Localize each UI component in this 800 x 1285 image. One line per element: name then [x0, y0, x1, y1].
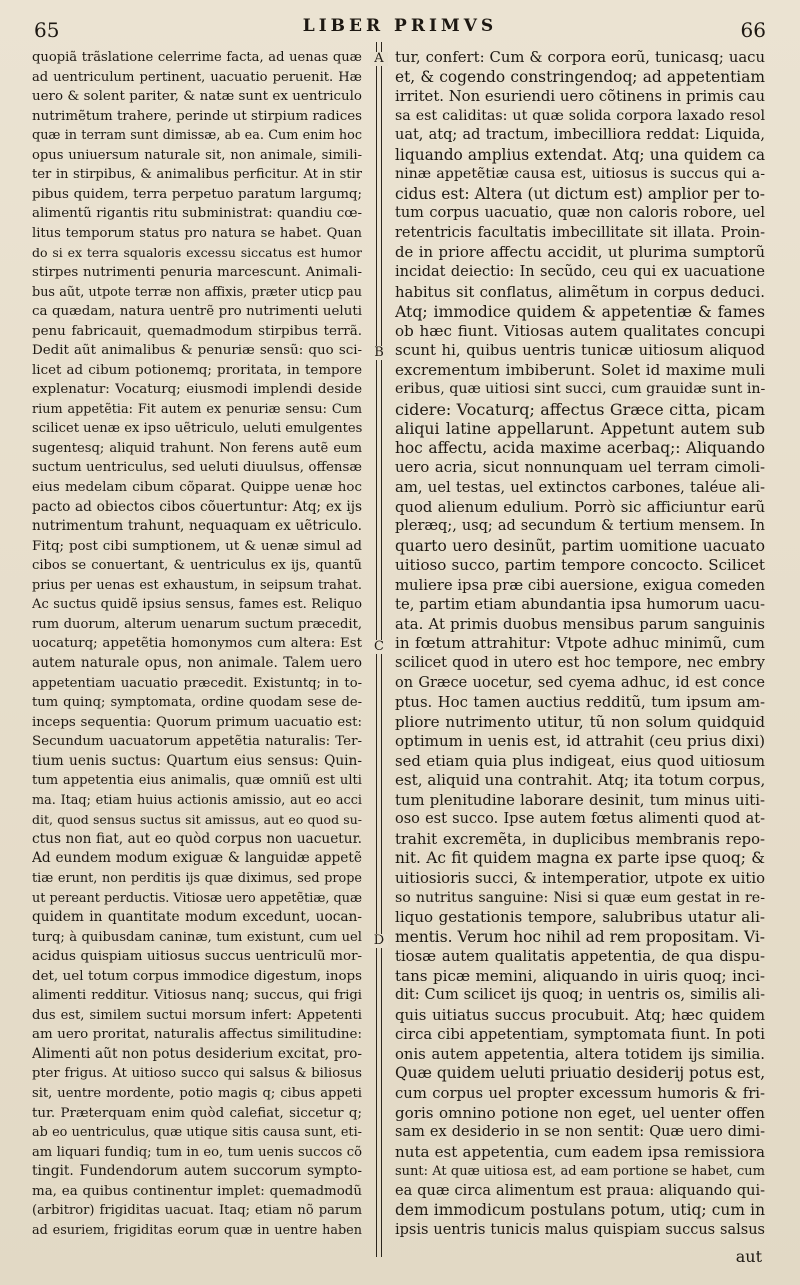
text-line: scilicet quod in utero est hoc tempore, nec embry — [395, 654, 765, 671]
text-line: dit: Cum scilicet ijs quoq; in uentris os, similis ali- — [395, 987, 765, 1004]
margin-marker-c: C — [370, 640, 388, 654]
text-line: de in priore affectu accidit, ut plurima sumptorũ — [395, 244, 765, 262]
text-line: eribus, quæ uitiosi sint succi, cum grauidæ sunt in- — [395, 381, 765, 398]
text-line: inceps sequentia: Quorum primum uacuatio est: — [32, 714, 362, 730]
text-line: onis autem appetentia, altera totidem ijs similia. — [395, 1045, 765, 1063]
text-line: tum appetentia eius animalis, quæ omniũ est ulti — [32, 773, 362, 789]
text-line: rium appetẽtia: Fit autem ex penuriæ sensu: Cum — [32, 401, 362, 417]
text-line: sit, uentre mordente, potio magis q; cibus appeti — [32, 1085, 362, 1101]
text-line: pliore nutrimento utitur, tũ non solum quidquid — [395, 712, 765, 731]
text-line: nutrimẽtum trahere, perinde ut stirpium radices — [32, 108, 362, 124]
margin-marker-d: D — [370, 934, 388, 948]
text-line: pacto ad obiectos cibos cõuertuntur: Atq; ex ijs — [32, 498, 362, 515]
text-line: Dedit aũt animalibus & penuriæ sensũ: quo sci- — [32, 343, 362, 359]
text-line: tum plenitudine laborare desinit, tum minus uiti- — [395, 791, 765, 809]
text-line: ad esuriem, frigiditas eorum quæ in uentre haben — [32, 1222, 362, 1238]
text-line: te, partim etiam abundantia ipsa humorum uacu- — [395, 596, 765, 614]
text-line: autem naturale opus, non animale. Talem uero — [32, 654, 362, 671]
text-line: ma. Itaq; etiam huius actionis amissio, aut eo acci — [32, 792, 362, 808]
text-line: cibos se conuertant, & uentriculus ex ijs, quantũ — [32, 558, 362, 574]
text-line: sed etiam quia plus indigeat, eius quod uitiosum — [395, 752, 765, 770]
text-line: ca quædam, natura uentrẽ pro nutrimenti ueluti — [32, 304, 362, 320]
text-line: habitus sit conflatus, alimẽtum in corpus deduci. — [395, 283, 765, 301]
text-line: ata. At primis duobus mensibus parum sanguinis — [395, 615, 765, 633]
text-line: Ad eundem modum exiguæ & languidæ appetẽ — [32, 850, 362, 867]
text-line: on Græce uocetur, sed cyema adhuc, id est conce — [395, 674, 765, 691]
text-line: sam ex desiderio in se non sentit: Quæ uero dimi- — [395, 1124, 765, 1141]
text-line: trahit excremẽta, in duplicibus membranis repo- — [395, 830, 765, 848]
text-line: eius medelam cibum cõparat. Quippe uenæ hoc — [32, 480, 362, 496]
text-line: alimenti redditur. Vitiosus nanq; succus, qui frigi — [32, 988, 362, 1004]
text-line: liquando amplius extendat. Atq; una quidem ca — [395, 145, 765, 164]
text-line: cidus est: Altera (ut dictum est) amplior per to- — [395, 184, 765, 203]
text-line: ad uentriculum pertinent, uacuatio peruenit. Hæ — [32, 69, 362, 85]
text-line: nutrimentum trahunt, nequaquam ex uẽtriculo. — [32, 518, 362, 535]
text-line: opus uniuersum naturale sit, non animale, simili- — [32, 147, 362, 163]
text-line: tum quinq; symptomata, ordine quodam sese de- — [32, 695, 362, 711]
text-line: sugentesq; aliquid trahunt. Non ferens autẽ eum — [32, 440, 362, 456]
text-line: tiosæ autem qualitatis appetentia, de qua dispu- — [395, 948, 765, 966]
text-line: ptus. Hoc tamen auctius redditũ, tum ipsum am- — [395, 694, 765, 712]
text-line: quopiã trãslatione celerrime facta, ad uenas quæ — [32, 50, 362, 65]
text-line: so nutritus sanguine: Nisi si quæ eum gestat in re- — [395, 889, 765, 906]
text-line: pter frigus. At uitioso succo qui salsus & biliosus — [32, 1066, 362, 1082]
text-line: ctus non fiat, aut eo quòd corpus non uacuetur. — [32, 830, 362, 847]
text-line: retentricis facultatis imbecillitate sit illata. Proin- — [395, 224, 765, 241]
text-line: tum corpus uacuatio, quæ non caloris robore, uel — [395, 205, 765, 222]
text-line: tingit. Fundendorum autem succorum sympto- — [32, 1163, 362, 1180]
text-line: ut pereant perductis. Vitiosæ uero appetẽtiæ, quæ — [32, 890, 362, 906]
text-line: licet ad cibum potionemq; proritata, in tempore — [32, 362, 362, 378]
text-line: incidat deiectio: In secũdo, ceu qui ex uacuatione — [395, 264, 765, 281]
text-line: excrementum imbiberunt. Solet id maxime muli — [395, 360, 765, 379]
text-line: sa est caliditas: ut quæ solida corpora laxado resol — [395, 107, 765, 124]
text-line: am liquari fundiq; tum in eo, tum uenis succos cõ — [32, 1144, 362, 1160]
text-line: cidere: Vocaturq; affectus Græce citta, picam — [395, 399, 765, 419]
text-line: ea quæ circa alimentum est praua: aliquando qui- — [395, 1182, 765, 1199]
text-line: dit, quod sensus suctus sit amissus, aut eo quod su- — [32, 812, 362, 828]
text-line: acidus quispiam uitiosus succus uentriculũ mor- — [32, 949, 362, 965]
text-line: pibus quidem, terra perpetuo paratum largumq; — [32, 186, 362, 202]
text-line: oso est succo. Ipse autem fœtus alimenti quod at- — [395, 811, 765, 828]
text-line: ma, ea quibus continentur implet: quemadmodũ — [32, 1183, 362, 1199]
text-line: ter in stirpibus, & animalibus perficitur. At in stir — [32, 167, 362, 183]
text-line: quæ in terram sunt dimissæ, ab ea. Cum enim hoc — [32, 128, 362, 144]
text-line: det, uel totum corpus immodice digestum, inops — [32, 968, 362, 984]
text-line: nuta est appetentia, cum eadem ipsa remissiora — [395, 1142, 765, 1161]
left-column — [32, 48, 362, 1248]
margin-marker-a: A — [370, 52, 388, 66]
text-line: rum duorum, alterum uenarum suctum præcedit, — [32, 616, 362, 632]
text-line: tiæ erunt, non perditis ijs quæ diximus, sed prope — [32, 870, 362, 886]
text-line: am, uel testas, uel extinctos carbones, taléue ali- — [395, 479, 765, 497]
text-line: bus aũt, utpote terræ non affixis, præter uticp pau — [32, 284, 362, 300]
text-line: turq; à quibusdam caninæ, tum existunt, cum uel — [32, 929, 362, 945]
text-line: litus temporum status pro natura se habet. Quan — [32, 225, 362, 241]
text-line: liquo gestationis tempore, salubribus utatur ali- — [395, 908, 765, 927]
text-line: quis uitiatus succus procubuit. Atq; hæc quidem — [395, 1006, 765, 1024]
text-line: irritet. Non esuriendi uero cõtinens in primis cau — [395, 88, 765, 106]
folio-number-right: 66 — [740, 18, 766, 42]
text-line: quod alienum edulium. Porrò sic afficiuntur earũ — [395, 498, 765, 516]
text-line: Ac suctus quidẽ ipsius sensus, fames est. Reliquo — [32, 597, 362, 613]
running-head: LIBER PRIMVS — [302, 16, 498, 36]
text-line: optimum in uenis est, id attrahit (ceu prius dixi) — [395, 732, 765, 751]
text-line: cum corpus uel propter excessum humoris & fri- — [395, 1084, 765, 1102]
text-line: (arbitror) frigiditas uacuat. Itaq; etiam nõ parum — [32, 1203, 362, 1219]
text-line: ninæ appetẽtiæ causa est, uitiosus is succus qui a- — [395, 166, 765, 183]
text-line: mentis. Verum hoc nihil ad rem propositam. Vi- — [395, 927, 765, 946]
text-line: uocaturq; appetẽtia homonymos cum altera: Est — [32, 636, 362, 652]
text-line: tium uenis suctus: Quartum eius sensus: Quin- — [32, 752, 362, 769]
text-line: Atq; immodice quidem & appetentiæ & fames — [395, 302, 765, 322]
text-line: dem immodicum postulans potum, utiq; cum in — [395, 1201, 765, 1220]
text-line: tur, confert: Cum & corpora eorũ, tunicasq; uacu — [395, 49, 765, 66]
text-line: Fitq; post cibi sumptionem, ut & uenæ simul ad — [32, 538, 362, 554]
text-line: scunt hi, quibus uentris tunicæ uitiosum aliquod — [395, 342, 765, 360]
text-line: circa cibi appetentiam, symptomata fiunt. In poti — [395, 1026, 765, 1044]
text-line: suctum uentriculus, sed ueluti diuulsus, offensæ — [32, 460, 362, 476]
text-line: ab eo uentriculus, quæ utique sitis causa sunt, eti- — [32, 1125, 362, 1141]
text-line: do si ex terra squaloris excessu siccatus est humor — [32, 245, 362, 261]
text-line: uero acria, sicut nonnunquam uel terram cimoli- — [395, 459, 765, 477]
text-line: uat, atq; ad tractum, imbecilliora reddat: Liquida, — [395, 127, 765, 144]
text-line: hoc affectu, acida maxime acerbaq;: Aliquando — [395, 438, 765, 457]
text-line: explenatur: Vocaturq; eiusmodi implendi deside — [32, 382, 362, 398]
text-line: alimentũ rigantis ritu subministrat: quandiu cœ- — [32, 206, 362, 222]
text-line: prius per uenas est exhaustum, in seipsum trahat. — [32, 577, 362, 593]
text-line: uero & solent pariter, & natæ sunt ex uentriculo — [32, 89, 362, 105]
text-line: tur. Præterquam enim quòd calefiat, siccetur q; — [32, 1105, 362, 1121]
text-line: nit. Ac fit quidem magna ex parte ipse quoq; & — [395, 849, 765, 868]
text-line: scilicet uenæ ex ipso uẽtriculo, ueluti emulgentes — [32, 421, 362, 437]
text-line: dus est, similem suctui morsum infert: Appetenti — [32, 1007, 362, 1023]
text-line: ipsis uentris tunicis malus quispiam succus salsus — [395, 1221, 765, 1238]
text-line: tans picæ memini, aliquando in uiris quoq; inci- — [395, 966, 765, 985]
text-line: ob hæc fiunt. Vitiosas autem qualitates concupi — [395, 321, 765, 340]
text-line: stirpes nutrimenti penuria marcescunt. Animali- — [32, 265, 362, 281]
text-line: muliere ipsa præ cibi auersione, exigua comeden — [395, 576, 765, 594]
text-line: et, & cogendo constringendoq; ad appetentiam — [395, 67, 765, 86]
text-line: pleræq;, usq; ad secundum & tertium mensem. In — [395, 518, 765, 535]
text-line: Secundum uacuatorum appetẽtia naturalis: Ter- — [32, 734, 362, 750]
text-line: penu fabricauit, quemadmodum stirpibus terrã. — [32, 323, 362, 339]
text-line: Quæ quidem ueluti priuatio desiderij potus est, — [395, 1064, 765, 1083]
margin-marker-b: B — [370, 346, 388, 360]
text-line: uitiosioris succi, & intemperatior, utpote ex uitio — [395, 869, 765, 887]
text-line: uitioso succo, partim tempore concocto. Scilicet — [395, 556, 765, 575]
right-column — [395, 48, 765, 1248]
text-line: appetentiam uacuatio præcedit. Existuntq; in to- — [32, 675, 362, 691]
text-line: quidem in quantitate modum excedunt, uocan- — [32, 909, 362, 926]
text-line: aliqui latine appellarunt. Appetunt autem sub — [395, 419, 765, 439]
text-line: goris omnino potione non eget, uel uenter offen — [395, 1103, 765, 1122]
folio-number-left: 65 — [34, 18, 60, 42]
text-line: in fœtum attrahitur: Vtpote adhuc minimũ, cum — [395, 634, 765, 653]
catchword: aut — [735, 1247, 762, 1266]
text-line: Alimenti aũt non potus desiderium excitat, pro- — [32, 1045, 362, 1062]
text-line: quarto uero desinũt, partim uomitione uacuato — [395, 536, 765, 555]
page-header — [0, 10, 800, 40]
text-line: sunt: At quæ uitiosa est, ad eam portione se habet, cum — [395, 1164, 765, 1180]
text-line: am uero proritat, naturalis affectus similitudine: — [32, 1027, 362, 1043]
text-line: est, aliquid una contrahit. Atq; ita totum corpus, — [395, 771, 765, 790]
